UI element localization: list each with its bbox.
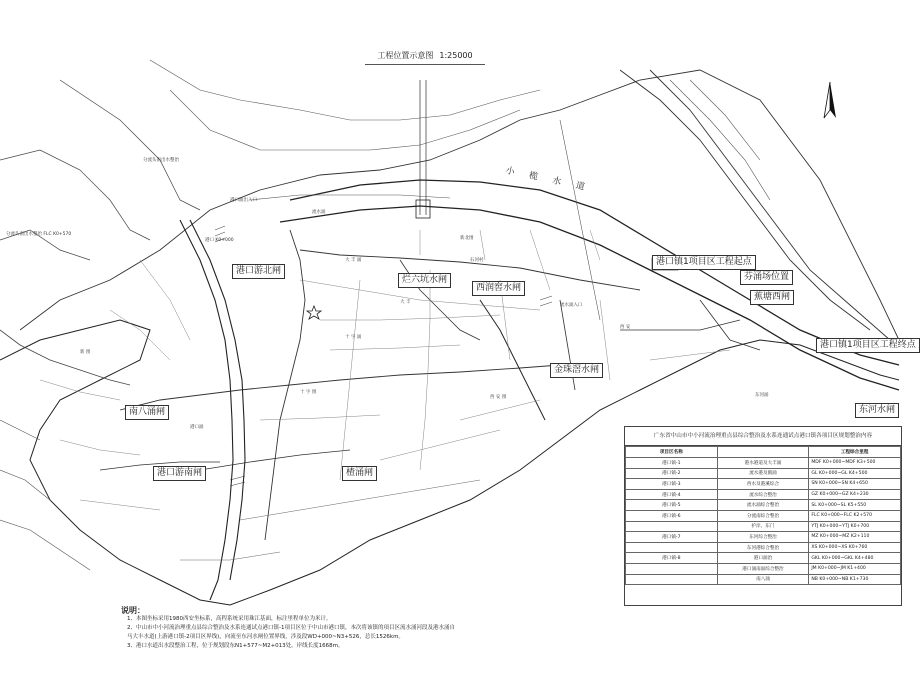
legend-cell: 港口镇-4 [626, 489, 718, 500]
legend-cell: FLC K0+000~FLC K2+570 [809, 510, 901, 521]
gate-label-end: 港口镇1项目区工程终点 [816, 338, 920, 353]
upper-shoreline [150, 60, 540, 150]
notes-line: 1、本图坐标采用1980西安坐标系，高程系统采用珠江基面，标注里程单位为米计。 [127, 616, 332, 622]
legend-row [626, 458, 901, 469]
legend-cell: 港口涌治 [717, 553, 809, 564]
legend-cell [626, 542, 718, 553]
legend-header-row [626, 447, 901, 458]
map-annotation: 新北围 [460, 236, 474, 241]
north-dam [420, 80, 426, 215]
legend-cell: 港水港道及大丰涌 [717, 458, 809, 469]
legend-header-cell [717, 447, 809, 458]
map-annotation: 流水涌 [312, 210, 326, 215]
gate-label-jinzhu: 金珠滘水闸 [550, 363, 603, 378]
legend-cell: MDF K0+000~MDF K3+500 [809, 458, 901, 469]
legend-row [626, 521, 901, 532]
legend-cell: XS K0+000~XS K0+760 [809, 542, 901, 553]
legend-header-cell: 工程综合里程 [809, 447, 901, 458]
gate-label-gangkou-south: 港口游南闸 [153, 466, 206, 481]
legend-cell: 护岸、东门 [717, 521, 809, 532]
legend-cell: MZ K0+000~MZ K2+110 [809, 532, 901, 543]
legend-cell: 港口镇-6 [626, 510, 718, 521]
channel-cross-1 [120, 365, 560, 410]
legend-cell: GKL K0+000~GKL K4+480 [809, 553, 901, 564]
legend-cell: YTJ K0+000~YTJ K0+700 [809, 521, 901, 532]
channel-xirun [480, 300, 545, 420]
legend-cell: 南八涌 [717, 574, 809, 585]
legend-cell: 港口镇-2 [626, 468, 718, 479]
notes-block [115, 606, 635, 651]
map-scale: 1:25000 [439, 51, 473, 60]
legend-row [626, 574, 901, 585]
marker-box-1 [416, 200, 430, 218]
notes-line: 3、港口水道出水段整治工程，位于规划段东N1+577~M2+013处，岸线长度1668m。 [127, 643, 344, 649]
legend-row [626, 563, 901, 574]
notes-line: 马大丰水道(上游港口镇-2项目区界线)，向流至东河水闸位置界线，涉及段WD+000~N3+526，总长1526km。 [127, 634, 404, 640]
gate-label-start: 港口镇1项目区工程起点 [652, 255, 756, 270]
channel-east [620, 300, 760, 350]
map-annotation: 十 字 围 [300, 390, 317, 395]
legend-row [626, 479, 901, 490]
legend-row [626, 553, 901, 564]
main-river-north-bank [290, 180, 899, 365]
legend-cell: 流水港及鹤涌 [717, 468, 809, 479]
channel-lanliu [400, 260, 480, 340]
legend-cell: 分流南综合整治 [717, 510, 809, 521]
map-annotation: 流水涌入口 [560, 303, 583, 308]
gate-label-donghe: 东河水闸 [855, 403, 899, 418]
legend-cell: 港口镇-7 [626, 532, 718, 543]
legend-row [626, 468, 901, 479]
legend-cell: 东河港综合整治 [717, 542, 809, 553]
map-annotation: 港口涌 [190, 425, 204, 430]
notes-line: 2、中山市中小河流治理重点县综合整治及水系连通试点港口镇-1项目区位于中山市港口镇，本次将该镇的项目区流水涌河段及港水涌自 [127, 625, 455, 631]
gate-label-fuyong: 芬涌场位置 [740, 270, 793, 285]
legend-cell: 西水及港溪综合 [717, 479, 809, 490]
legend-cell: SL K0+000~SL K5+550 [809, 500, 901, 511]
gate-label-lanxiao: 蕉塘西闸 [750, 290, 794, 305]
center-star-marker [307, 306, 321, 319]
legend-row [626, 510, 901, 521]
legend-row [626, 532, 901, 543]
map-annotation: 分流头南出水整治 [143, 158, 179, 163]
legend-table [625, 446, 901, 585]
map-annotation: 港口 K0+000 [205, 238, 234, 243]
legend-header-cell: 项目区名称 [626, 447, 718, 458]
gate-label-gangkou-north: 港口游北闸 [232, 264, 285, 279]
legend-cell: 港口涌南面综合整治 [717, 563, 809, 574]
legend-row [626, 542, 901, 553]
gate-label-nanba: 南八涌闸 [125, 405, 169, 420]
channel-west-1 [180, 220, 233, 600]
legend-cell: 港口镇-3 [626, 479, 718, 490]
map-annotation: 新 围 [80, 350, 91, 355]
map-annotation: 十 字 涌 [345, 335, 362, 340]
project-legend-table [624, 426, 902, 606]
map-annotation: 大 丰 涌 [345, 258, 362, 263]
legend-row [626, 500, 901, 511]
gate-label-lanliu: 烂六坑水闸 [398, 273, 451, 288]
legend-cell: JM K0+000~JM K1+400 [809, 563, 901, 574]
legend-cell: 港口镇-8 [626, 553, 718, 564]
lower-left-region [0, 420, 90, 570]
map-title-text: 工程位置示意图 [377, 51, 434, 60]
map-annotation: 石河村 [470, 258, 484, 263]
legend-cell [626, 521, 718, 532]
legend-cell: 港口镇-1 [626, 458, 718, 469]
map-annotation: 分流头南出水整治 FLC K0+570 [6, 232, 72, 237]
river-label: 小 榄 水 道 [504, 166, 592, 194]
map-annotation: 东河涌 [755, 393, 769, 398]
legend-cell: NB K0+000~NB K1+730 [809, 574, 901, 585]
left-peninsula [0, 330, 130, 385]
legend-row [626, 489, 901, 500]
legend-title: 广东省中山市中小河流治理重点县综合整治及水系连通试点港口镇各项目区规划整治内容 [625, 427, 901, 446]
legend-cell: 流水涌综合整治 [717, 500, 809, 511]
legend-cell: 东河综合整治 [717, 532, 809, 543]
north-arrow-icon [818, 82, 842, 122]
map-annotation: 西 安 [620, 325, 631, 330]
map-annotation: 西 安 围 [490, 395, 507, 400]
diagonal-line [560, 120, 600, 320]
legend-cell: GZ K0+000~GZ K4+230 [809, 489, 901, 500]
gate-label-qiyong: 楂涌闸 [342, 466, 377, 481]
south-road-network [180, 480, 480, 560]
legend-cell [626, 574, 718, 585]
gate-label-xirunjiao: 西润窖水闸 [472, 281, 525, 296]
legend-cell [626, 563, 718, 574]
legend-cell: SN K0+000~SN K4+650 [809, 479, 901, 490]
legend-cell: GL K0+000~GL K4+500 [809, 468, 901, 479]
legend-cell: 港口镇-5 [626, 500, 718, 511]
channel-north-mid [300, 250, 640, 290]
legend-cell: 流水综合整治 [717, 489, 809, 500]
map-annotation: 港口涌出入口 [230, 198, 257, 203]
map-annotation: 大 丰 [400, 300, 411, 305]
map-title [365, 48, 485, 65]
notes-title: 说明： [121, 606, 145, 615]
